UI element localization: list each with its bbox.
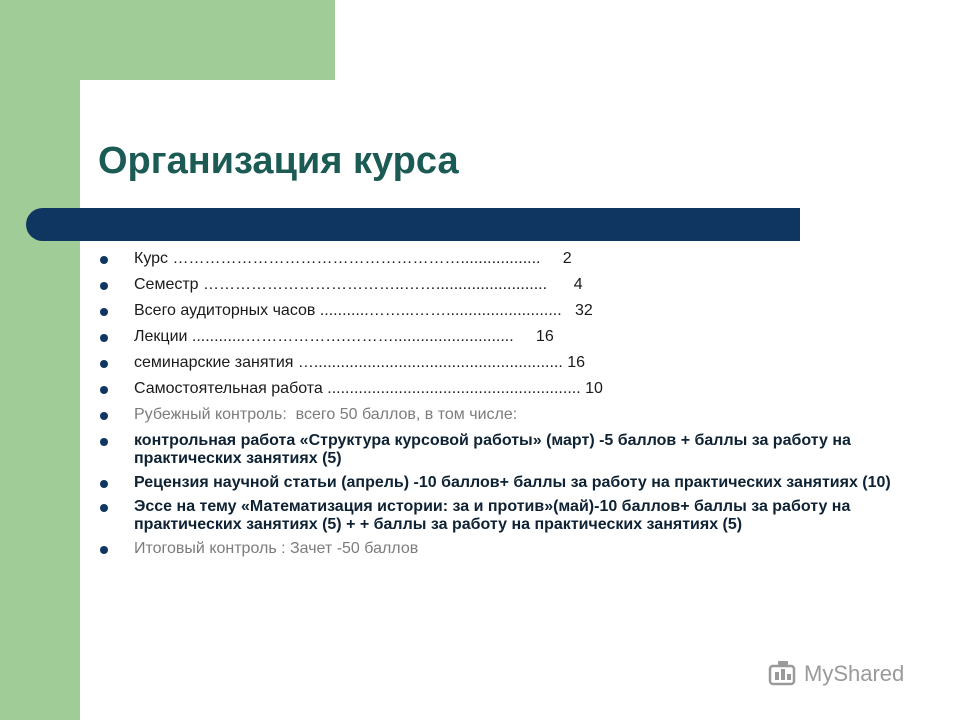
list-item-text: контрольная работа «Структура курсовой работы» (март) -5 баллов + баллы за работу на практических занятиях (5) (134, 432, 851, 467)
list-item-midterm-control (100, 406, 900, 424)
bullet-icon (100, 256, 108, 264)
title-underline-bar (26, 208, 800, 241)
list-item-review (100, 474, 900, 492)
list-item-test-work (100, 432, 900, 468)
bullet-icon (100, 546, 108, 554)
list-item-text: Итоговый контроль : Зачет -50 баллов (134, 540, 419, 557)
bullet-icon (100, 386, 108, 394)
list-item-text: семинарские занятия …........................................................ 16 (134, 354, 586, 371)
list-item-text: Всего аудиторных часов ...........……...…….......................... 32 (134, 302, 593, 319)
bullet-icon (100, 282, 108, 290)
list-item-text: Эссе на тему «Математизация истории: за и против»(май)-10 баллов+ баллы за работу на практических занятиях (5) + + баллы за работу на практических занятиях (5) (134, 498, 851, 533)
list-item-kurs (100, 250, 900, 268)
list-item-text: Рецензия научной статьи (апрель) -10 баллов+ баллы за работу на практических занятиях (10) (134, 474, 891, 491)
list-item-final-control (100, 540, 900, 558)
list-item-text: Самостоятельная работа ......................................................... 10 (134, 380, 603, 397)
list-item-lectures (100, 328, 900, 346)
list-item-text: Семестр ………………………………..……......................... 4 (134, 276, 583, 293)
list-item-hours (100, 302, 900, 320)
bullet-icon (100, 360, 108, 368)
watermark (768, 658, 904, 690)
bullet-icon (100, 438, 108, 446)
bullet-icon (100, 308, 108, 316)
list-item-semestr (100, 276, 900, 294)
left-green-band (0, 0, 80, 720)
list-item-self-study (100, 380, 900, 398)
bullet-icon (100, 412, 108, 420)
myshared-logo-icon (768, 660, 798, 688)
bullet-icon (100, 334, 108, 342)
list-item-seminars (100, 354, 900, 372)
list-item-text: Лекции ............……………….………........................... 16 (134, 328, 554, 345)
bullet-icon (100, 504, 108, 512)
top-green-band (0, 0, 335, 80)
page-title: Организация курса (98, 140, 459, 182)
bullet-list (100, 250, 900, 566)
list-item-text: Рубежный контроль: всего 50 баллов, в том числе: (134, 406, 518, 423)
list-item-essay (100, 498, 900, 534)
list-item-text: Курс ……………………………………………….................. 2 (134, 250, 572, 267)
watermark-text: MyShared (804, 661, 905, 686)
bullet-icon (100, 480, 108, 488)
